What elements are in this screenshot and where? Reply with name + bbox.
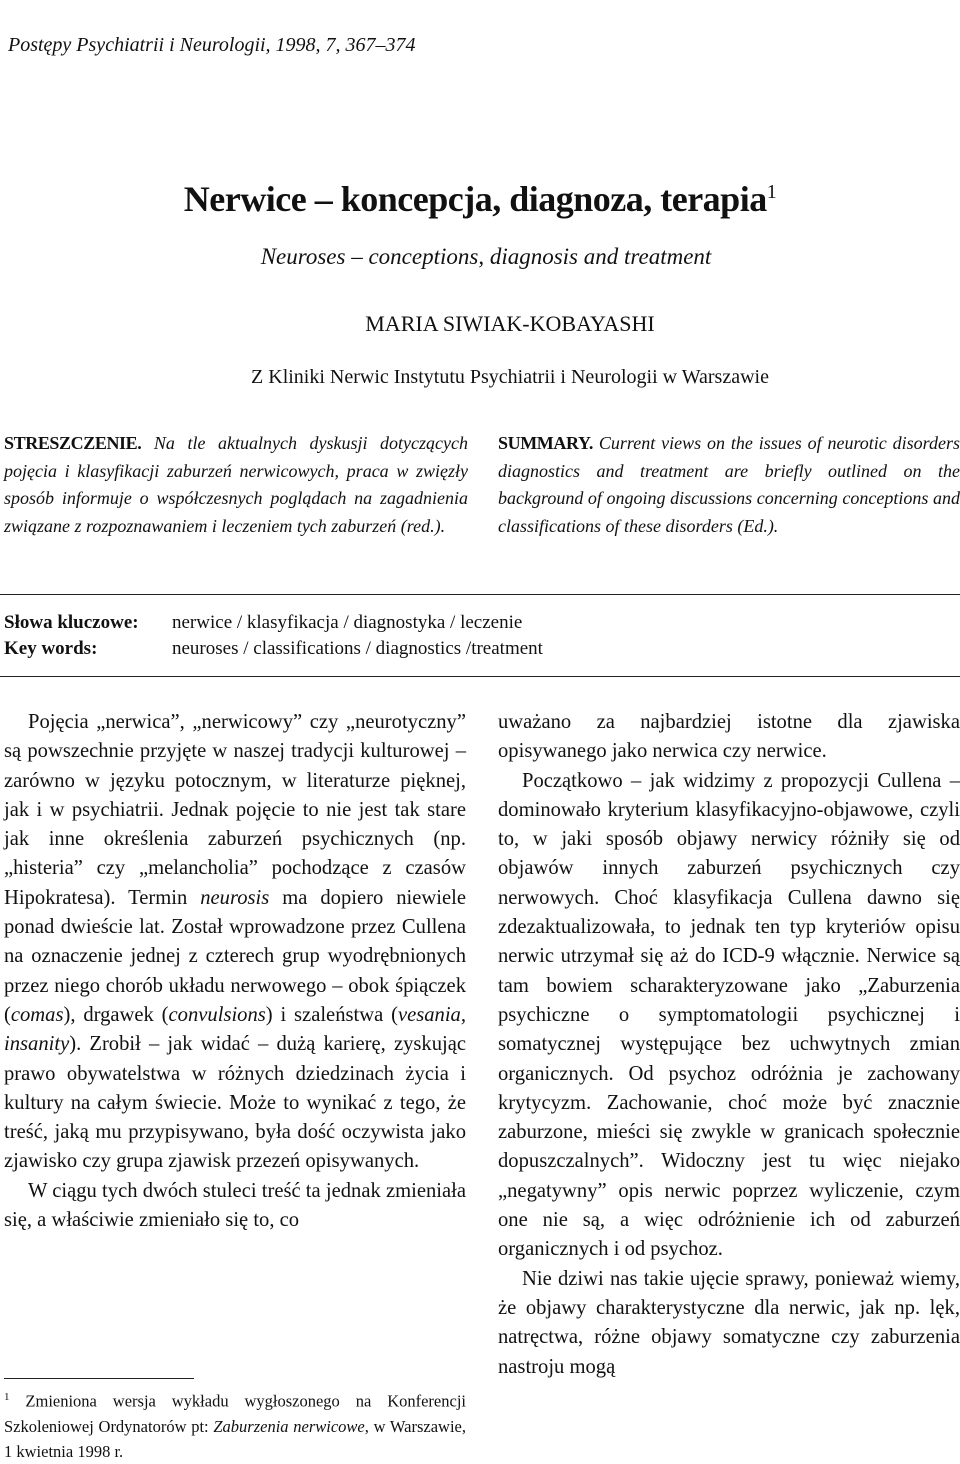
keywords-polish-value: nerwice / klasyfikacja / diagnostyka / leczenie: [172, 612, 523, 633]
abstract-polish: [4, 430, 468, 540]
footnote-divider: [4, 1378, 194, 1379]
body-paragraph: uważano za najbardziej istotne dla zjawiska opisywanego jako nerwica czy nerwice.: [498, 711, 960, 763]
body-text: Pojęcia „nerwica”, „nerwicowy” czy „neurotyczny” są powszechnie przyjęte w naszej tradycji kulturowej – zarówno w języku potocznym, w literaturze pięknej, jak i w psychiatrii. Jednak pojęcie to nie jest tak stare jak inne określenia zaburzeń psychicznych (np. „histeria” czy „melancholia” pochodzące z czasów Hipokratesa). Termin: [4, 711, 466, 909]
keywords-english-value: neuroses / classifications / diagnostics /treatment: [172, 638, 543, 659]
body-term: vesania, insanity: [4, 1003, 466, 1056]
footnote-mark: 1: [4, 1391, 10, 1403]
keywords-polish: [4, 612, 522, 634]
keywords-polish-label: Słowa kluczowe:: [4, 612, 139, 633]
footnote-text: Zmieniona wersja wykładu wygłoszonego na Konferencji Szkoleniowej Ordynatorów pt:: [4, 1391, 466, 1436]
keywords-english-label: Key words:: [4, 638, 98, 659]
body-paragraph: Początkowo – jak widzimy z propozycji Cullena – dominowało kryterium klasyfikacyjno-objawowe, czyli to, w jaki sposób objawy nerwicy różniły się od objawów innych zaburzeń psychicznych czy nerwowych. Choć klasyfikacja Cullena dawno się zdezaktualizowała, to jednak ten typ kryteriów opisu nerwic utrzymał się aż do ICD-9 włącznie. Nerwice są tam bowiem scharakteryzowane jako „Zaburzenia psychiczne o symptomatologii psychicznej i somatycznej występujące bez uchwytnych zmian organicznych. Od psychoz odróżnia je zachowany krytycyzm. Zachowanie, choć może być znacznie zaburzone, mieści się zwykle w granicach społecznie dopuszczalnych”. Widoczny jest tu więc niejako „negatywny” opis nerwic poprzez wyliczenie, czym one nie są, a więc odróżnienie ich od zaburzeń organicznych i od psychoz.: [498, 769, 960, 1261]
abstract-english: [498, 430, 960, 540]
body-paragraph: [4, 708, 466, 1177]
abstract-english-text: Current views on the issues of neurotic disorders diagnostics and treatment are briefly outlined on the background of ongoing discussions concerning conceptions and classifications of these disorders (Ed.).: [498, 433, 960, 536]
body-term: comas: [10, 1003, 64, 1026]
body-text: ). Zrobił – jak widać – dużą karierę, zyskując prawo obywatelstwa w różnych dziedzinach życia i kultury na całym świecie. Może to wynikać z tego, że treść, jaką mu przypisywano, była dość oczywista jako zjawisko czy grupa zjawisk przezeń opisywanych.: [4, 1033, 466, 1173]
footnote-italic: Zaburzenia nerwicowe: [213, 1416, 365, 1436]
footnote-text-end: , w Warszawie, 1 kwietnia 1998 r.: [4, 1416, 466, 1461]
author-affiliation: Z Kliniki Nerwic Instytutu Psychiatrii i Neurologii w Warszawie: [251, 366, 769, 388]
footnote: [4, 1385, 466, 1464]
body-text: ) i szaleństwa (: [265, 1003, 398, 1026]
keywords-english: [4, 638, 543, 660]
body-paragraph: Nie dziwi nas takie ujęcie sprawy, ponieważ wiemy, że objawy charakterystyczne dla nerwic, jak np. lęk, natręctwa, różne objawy somatyczne czy zaburzenia nastroju mogą: [498, 1267, 960, 1378]
body-text: ma dopiero niewiele ponad dwieście lat. Został wprowadzone przez Cullena na oznaczenie jednej z czterech grup wyodrębnionych przez niego chorób układu nerwowego – obok śpiączek (: [4, 886, 466, 1026]
title-text: Nerwice – koncepcja, diagnoza, terapia: [183, 179, 767, 219]
abstract-polish-label: STRESZCZENIE.: [4, 433, 142, 453]
body-term: convulsions: [168, 1003, 266, 1026]
body-term: neurosis: [200, 886, 270, 909]
abstract-polish-text: Na tle aktualnych dyskusji dotyczących pojęcia i klasyfikacji zaburzeń nerwicowych, praca w zwięzły sposób informuje o współczesnych poglądach na zagadnienia związane z rozpoznawaniem i leczeniem tych zaburzeń (red.).: [4, 433, 468, 536]
journal-citation: Postępy Psychiatrii i Neurologii, 1998, 7, 367–374: [8, 34, 416, 56]
body-column-left: [4, 708, 466, 1235]
author-name: MARIA SIWIAK-KOBAYASHI: [365, 311, 655, 336]
body-paragraph: W ciągu tych dwóch stuleci treść ta jednak zmieniała się, a właściwie zmieniało się to, co: [4, 1179, 466, 1232]
abstract-english-label: SUMMARY.: [498, 433, 594, 453]
title-footnote-mark: 1: [766, 181, 777, 203]
divider-bottom: [0, 676, 960, 677]
body-column-right: [498, 708, 960, 1382]
article-subtitle: Neuroses – conceptions, diagnosis and treatment: [260, 244, 712, 269]
article-title: [0, 178, 960, 220]
body-text: ), drgawek (: [63, 1003, 169, 1026]
divider-top: [0, 594, 960, 595]
